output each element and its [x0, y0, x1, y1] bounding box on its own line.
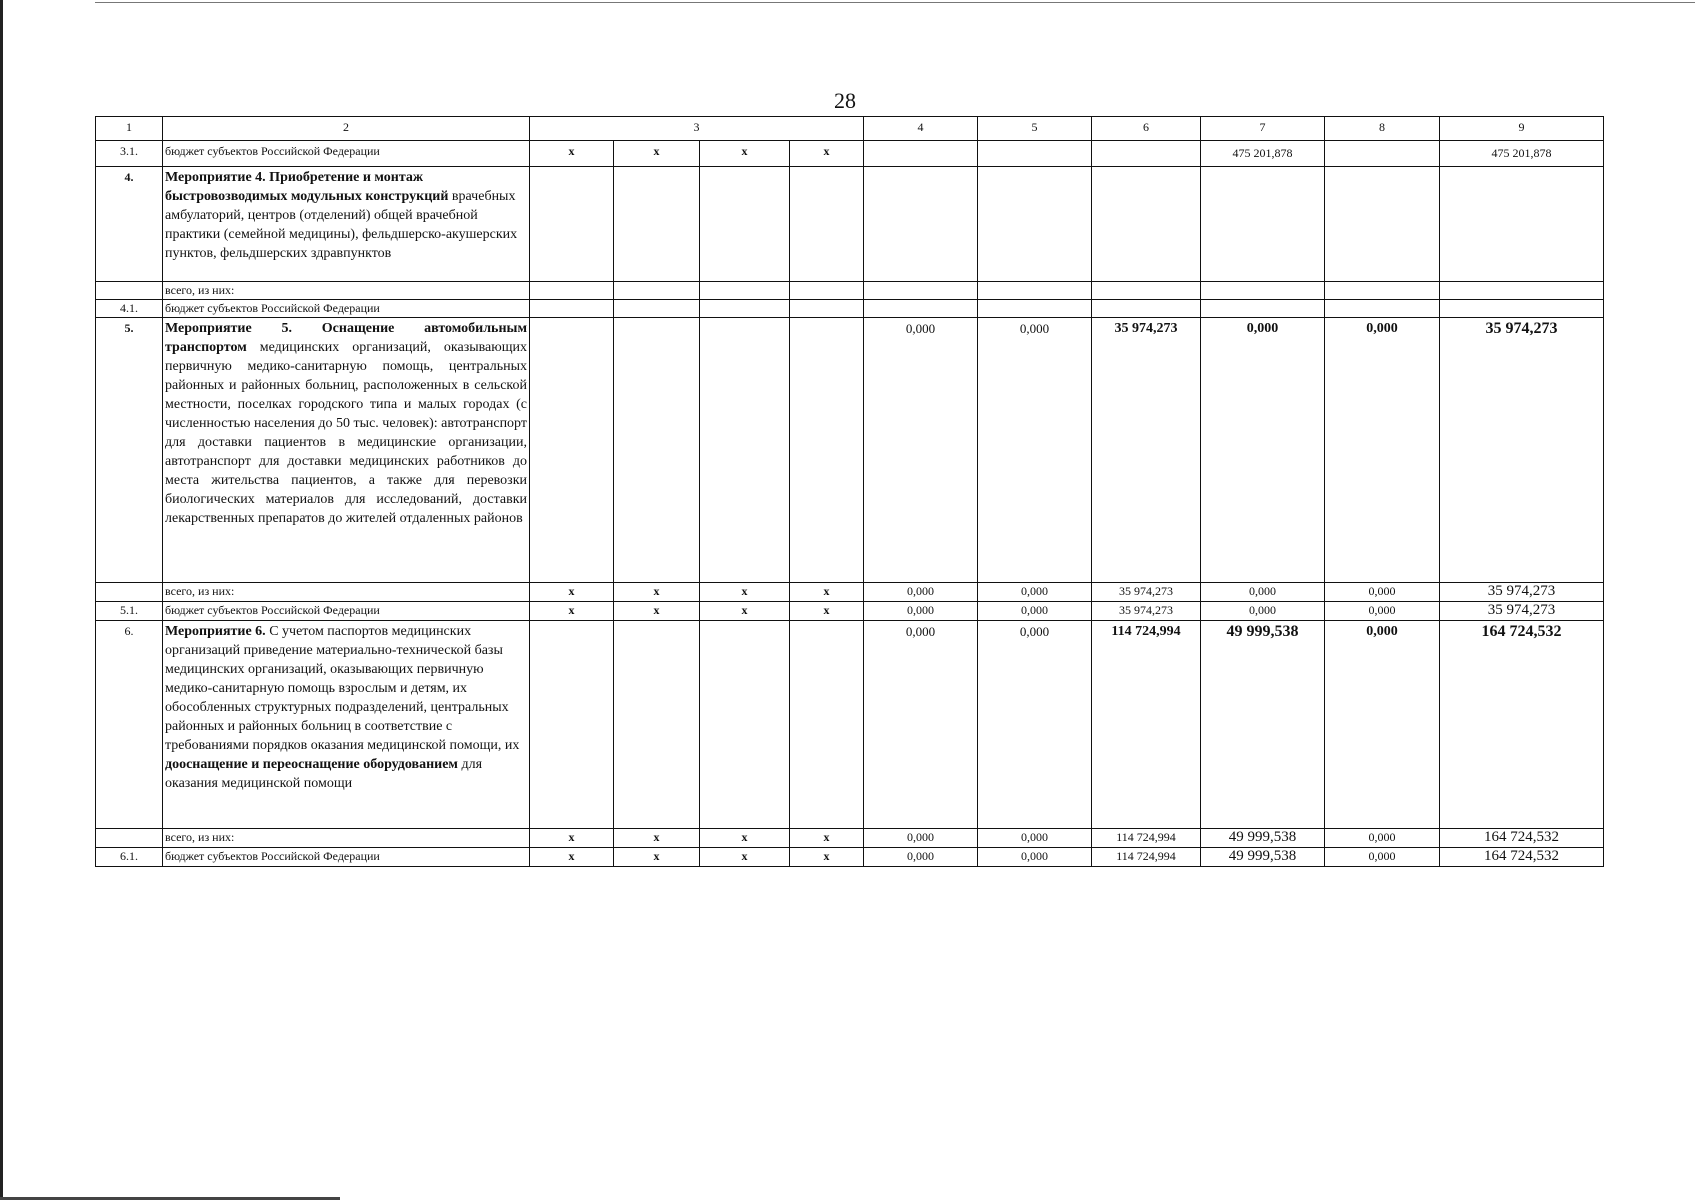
- row-name: бюджет субъектов Российской Федерации: [163, 848, 530, 867]
- cell-x: x: [614, 829, 700, 848]
- cell-empty: [700, 318, 790, 583]
- cell-empty: [700, 282, 790, 300]
- table-header-row: [96, 117, 1604, 141]
- row-name: [163, 621, 530, 829]
- table-row: [96, 282, 1604, 300]
- table-row: [96, 829, 1604, 848]
- cell-x: x: [790, 848, 864, 867]
- cell-x: x: [530, 829, 614, 848]
- row-name: всего, из них:: [163, 829, 530, 848]
- header-cell: 7: [1201, 117, 1325, 141]
- cell-x: x: [700, 602, 790, 621]
- cell-x: x: [790, 583, 864, 602]
- table-row: [96, 300, 1604, 318]
- cell-empty: [530, 282, 614, 300]
- cell-col7: 49 999,538: [1201, 621, 1325, 829]
- cell-empty: [530, 167, 614, 282]
- cell-empty: [1325, 167, 1440, 282]
- cell-x: x: [614, 602, 700, 621]
- cell-col6: 35 974,273: [1092, 583, 1201, 602]
- cell-empty: [530, 621, 614, 829]
- cell-empty: [790, 167, 864, 282]
- cell-empty: [614, 621, 700, 829]
- cell-empty: [1092, 282, 1201, 300]
- cell-col6: 114 724,994: [1092, 621, 1201, 829]
- row-number: 6.1.: [96, 848, 163, 867]
- cell-x: x: [530, 583, 614, 602]
- cell-col8: 0,000: [1325, 583, 1440, 602]
- cell-col8: 0,000: [1325, 318, 1440, 583]
- row-name: [163, 318, 530, 583]
- table-row: [96, 318, 1604, 583]
- cell-col5: 0,000: [978, 318, 1092, 583]
- cell-empty: [1092, 167, 1201, 282]
- cell-col4: 0,000: [864, 318, 978, 583]
- cell-empty: [790, 282, 864, 300]
- cell-col5: 0,000: [978, 602, 1092, 621]
- cell-col8: 0,000: [1325, 848, 1440, 867]
- row-name: всего, из них:: [163, 583, 530, 602]
- budget-table: [95, 116, 1604, 867]
- cell-col8: 0,000: [1325, 602, 1440, 621]
- cell-empty: [978, 167, 1092, 282]
- table-row: [96, 141, 1604, 167]
- header-cell: 1: [96, 117, 163, 141]
- cell-x: x: [700, 583, 790, 602]
- row-name: бюджет субъектов Российской Федерации: [163, 141, 530, 167]
- row-number: [96, 282, 163, 300]
- cell-x: x: [700, 141, 790, 167]
- cell-col6: 35 974,273: [1092, 602, 1201, 621]
- row-name: [163, 167, 530, 282]
- activity-description: медицинских организаций, оказывающих первичную медико-санитарную помощь, центральных районных и районных больниц, расположенных в сельской местности, поселках городского типа и малых городах (с численностью населения до 50 тыс. человек): автотранспорт для доставки пациентов в медицинские организации, автотранспорт для доставки медицинских работников до места жительства пациентов, а также для перевозки биологических материалов для исследований, доставки лекарственных препаратов до жителей отдаленных районов: [165, 340, 528, 526]
- cell-empty: [864, 167, 978, 282]
- cell-empty: [1325, 300, 1440, 318]
- cell-empty: [614, 282, 700, 300]
- cell-empty: [1440, 167, 1604, 282]
- page-number: 28: [834, 88, 856, 113]
- table-row: [96, 602, 1604, 621]
- cell-col5: 0,000: [978, 829, 1092, 848]
- cell-col4: 0,000: [864, 829, 978, 848]
- activity-title: Мероприятие 5. Оснащение автомобильным транспортом: [165, 321, 527, 355]
- cell-x: x: [614, 141, 700, 167]
- activity-title: Мероприятие 4. Приобретение и монтаж быстровозводимых модульных конструкций: [165, 170, 449, 204]
- cell-x: x: [700, 848, 790, 867]
- table-row: [96, 848, 1604, 867]
- cell-col6: [1092, 141, 1201, 167]
- cell-empty: [700, 300, 790, 318]
- cell-col9: 475 201,878: [1440, 141, 1604, 167]
- cell-empty: [790, 318, 864, 583]
- cell-col4: 0,000: [864, 602, 978, 621]
- header-cell: 6: [1092, 117, 1201, 141]
- cell-col4: 0,000: [864, 848, 978, 867]
- cell-empty: [530, 318, 614, 583]
- cell-col6: 114 724,994: [1092, 829, 1201, 848]
- cell-empty: [1201, 300, 1325, 318]
- cell-empty: [614, 318, 700, 583]
- cell-col7: 475 201,878: [1201, 141, 1325, 167]
- cell-col8: [1325, 141, 1440, 167]
- cell-col9: 35 974,273: [1440, 318, 1604, 583]
- cell-x: x: [790, 602, 864, 621]
- cell-col5: 0,000: [978, 583, 1092, 602]
- cell-empty: [864, 300, 978, 318]
- cell-col7: 49 999,538: [1201, 829, 1325, 848]
- cell-col8: 0,000: [1325, 829, 1440, 848]
- row-number: 4.: [96, 167, 163, 282]
- cell-col7: 0,000: [1201, 583, 1325, 602]
- cell-col7: 0,000: [1201, 318, 1325, 583]
- header-cell: 5: [978, 117, 1092, 141]
- row-number: 4.1.: [96, 300, 163, 318]
- row-number: 3.1.: [96, 141, 163, 167]
- cell-empty: [790, 300, 864, 318]
- cell-x: x: [530, 848, 614, 867]
- cell-empty: [790, 621, 864, 829]
- cell-col9: 35 974,273: [1440, 583, 1604, 602]
- row-name: бюджет субъектов Российской Федерации: [163, 602, 530, 621]
- table-row: [96, 167, 1604, 282]
- cell-col7: 49 999,538: [1201, 848, 1325, 867]
- cell-col7: 0,000: [1201, 602, 1325, 621]
- scan-edge-left: [0, 0, 3, 1200]
- cell-empty: [700, 167, 790, 282]
- cell-empty: [1092, 300, 1201, 318]
- cell-col9: 164 724,532: [1440, 829, 1604, 848]
- row-number: 6.: [96, 621, 163, 829]
- header-cell: 4: [864, 117, 978, 141]
- cell-empty: [700, 621, 790, 829]
- activity-description-end: для оказания медицинской помощи: [165, 757, 483, 791]
- cell-col6: 35 974,273: [1092, 318, 1201, 583]
- row-name: бюджет субъектов Российской Федерации: [163, 300, 530, 318]
- header-cell: 8: [1325, 117, 1440, 141]
- cell-empty: [530, 300, 614, 318]
- cell-empty: [1201, 282, 1325, 300]
- cell-col9: 164 724,532: [1440, 621, 1604, 829]
- cell-col5: 0,000: [978, 848, 1092, 867]
- cell-col8: 0,000: [1325, 621, 1440, 829]
- row-number: [96, 829, 163, 848]
- cell-empty: [1325, 282, 1440, 300]
- cell-empty: [1440, 282, 1604, 300]
- header-cell: 9: [1440, 117, 1604, 141]
- cell-empty: [1440, 300, 1604, 318]
- row-name: всего, из них:: [163, 282, 530, 300]
- cell-empty: [864, 282, 978, 300]
- cell-x: x: [614, 583, 700, 602]
- activity-title: Мероприятие 6.: [165, 624, 266, 639]
- scan-edge-top: [95, 2, 1695, 3]
- cell-x: x: [530, 602, 614, 621]
- cell-empty: [978, 282, 1092, 300]
- cell-x: x: [700, 829, 790, 848]
- activity-description: С учетом паспортов медицинских организаций приведение материально-технической базы медицинских организаций, оказывающих первичную медико-санитарную помощь взрослым и детям, их обособленных структурных подразделений, центральных районных и районных больниц в соответствие с требованиями порядков оказания медицинской помощи, их: [165, 624, 520, 753]
- cell-empty: [614, 167, 700, 282]
- cell-col5: 0,000: [978, 621, 1092, 829]
- cell-empty: [1201, 167, 1325, 282]
- cell-col6: 114 724,994: [1092, 848, 1201, 867]
- activity-description: врачебных амбулаторий, центров (отделений) общей врачебной практики (семейной медицины), фельдшерско-акушерских пунктов, фельдшерских здравпунктов: [165, 189, 518, 261]
- row-number: 5.1.: [96, 602, 163, 621]
- cell-x: x: [614, 848, 700, 867]
- cell-x: x: [790, 829, 864, 848]
- cell-x: x: [530, 141, 614, 167]
- cell-col4: 0,000: [864, 583, 978, 602]
- activity-emphasis: дооснащение и переоснащение оборудованием: [165, 757, 458, 772]
- header-cell: 3: [530, 117, 864, 141]
- table-row: [96, 621, 1604, 829]
- cell-col4: [864, 141, 978, 167]
- table-row: [96, 583, 1604, 602]
- row-number: 5.: [96, 318, 163, 583]
- cell-col4: 0,000: [864, 621, 978, 829]
- cell-col5: [978, 141, 1092, 167]
- cell-empty: [978, 300, 1092, 318]
- cell-col9: 164 724,532: [1440, 848, 1604, 867]
- cell-x: x: [790, 141, 864, 167]
- cell-empty: [614, 300, 700, 318]
- cell-col9: 35 974,273: [1440, 602, 1604, 621]
- row-number: [96, 583, 163, 602]
- header-cell: 2: [163, 117, 530, 141]
